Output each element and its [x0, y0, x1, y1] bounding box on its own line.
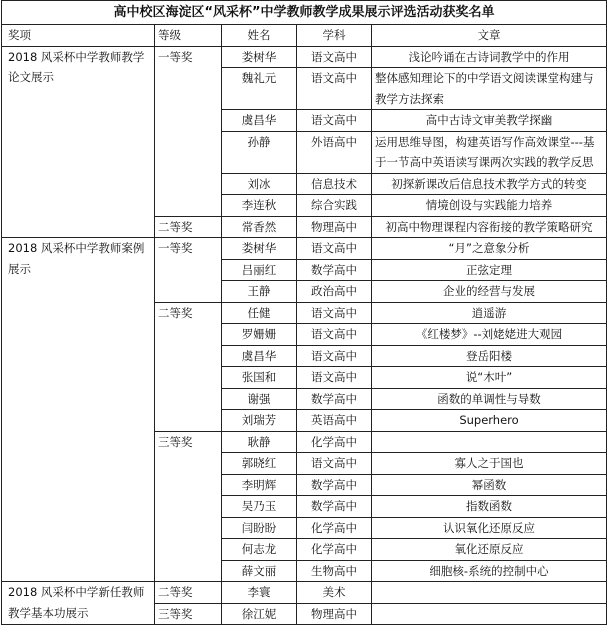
- subject-cell: 数学高中: [297, 474, 372, 496]
- article-cell: 幂函数: [372, 474, 607, 496]
- level-cell: 二等奖: [155, 582, 222, 604]
- article-cell: 细胞核-系统的控制中心: [372, 560, 607, 582]
- name-cell: 任健: [222, 302, 297, 324]
- article-cell: 登岳阳楼: [372, 345, 607, 367]
- article-cell: “月”之意象分析: [372, 238, 607, 260]
- name-cell: 李明辉: [222, 474, 297, 496]
- name-cell: 耿静: [222, 431, 297, 453]
- article-cell: 高中古诗文审美教学探幽: [372, 110, 607, 132]
- subject-cell: 语文高中: [297, 46, 372, 68]
- award-table-body: [2, 46, 607, 625]
- subject-cell: 英语高中: [297, 410, 372, 432]
- level-cell: 二等奖: [155, 302, 222, 431]
- article-cell: 企业的经营与发展: [372, 281, 607, 303]
- header-subject: 学科: [297, 25, 372, 47]
- name-cell: 刘冰: [222, 173, 297, 195]
- subject-cell: 语文高中: [297, 302, 372, 324]
- article-cell: 寡人之于国也: [372, 453, 607, 475]
- subject-cell: 物理高中: [297, 603, 372, 625]
- subject-cell: 美术: [297, 582, 372, 604]
- document-title: 高中校区海淀区“风采杯”中学教师教学成果展示评选活动获奖名单: [1, 0, 607, 24]
- subject-cell: 化学高中: [297, 431, 372, 453]
- name-cell: 吴乃玉: [222, 496, 297, 518]
- subject-cell: 综合实践: [297, 195, 372, 217]
- article-cell: 指数函数: [372, 496, 607, 518]
- article-cell: 初探新课改后信息技术教学方式的转变: [372, 173, 607, 195]
- subject-cell: 语文高中: [297, 238, 372, 260]
- article-cell: Superhero: [372, 410, 607, 432]
- header-article: 文章: [372, 25, 607, 47]
- subject-cell: 物理高中: [297, 216, 372, 238]
- table-row: [2, 238, 607, 260]
- article-cell: 初高中物理课程内容衔接的教学策略研究: [372, 216, 607, 238]
- subject-cell: 语文高中: [297, 68, 372, 110]
- name-cell: 郭晓红: [222, 453, 297, 475]
- name-cell: 孙静: [222, 131, 297, 173]
- subject-cell: 信息技术: [297, 173, 372, 195]
- level-cell: 三等奖: [155, 603, 222, 625]
- article-cell: [372, 431, 607, 453]
- article-cell: 运用思维导图，构建英语写作高效课堂---基于一节高中英语读写课两次实践的教学反思: [372, 131, 607, 173]
- article-cell: 逍遥游: [372, 302, 607, 324]
- article-cell: [372, 603, 607, 625]
- name-cell: 徐江妮: [222, 603, 297, 625]
- subject-cell: 语文高中: [297, 110, 372, 132]
- subject-cell: 数学高中: [297, 259, 372, 281]
- subject-cell: 数学高中: [297, 496, 372, 518]
- header-level: 等级: [155, 25, 222, 47]
- name-cell: 常香然: [222, 216, 297, 238]
- subject-cell: 数学高中: [297, 388, 372, 410]
- subject-cell: 化学高中: [297, 539, 372, 561]
- article-cell: 整体感知理论下的中学语文阅读课堂构建与教学方法探索: [372, 68, 607, 110]
- subject-cell: 化学高中: [297, 517, 372, 539]
- table-row: [2, 46, 607, 68]
- subject-cell: 语文高中: [297, 345, 372, 367]
- name-cell: 吕丽红: [222, 259, 297, 281]
- subject-cell: 语文高中: [297, 367, 372, 389]
- level-cell: 三等奖: [155, 431, 222, 582]
- subject-cell: 政治高中: [297, 281, 372, 303]
- name-cell: 谢强: [222, 388, 297, 410]
- header-project: 奖项: [2, 25, 155, 47]
- name-cell: 虞昌华: [222, 345, 297, 367]
- table-row: [2, 582, 607, 604]
- name-cell: 虞昌华: [222, 110, 297, 132]
- name-cell: 张国和: [222, 367, 297, 389]
- article-cell: 情境创设与实践能力培养: [372, 195, 607, 217]
- name-cell: 薛文丽: [222, 560, 297, 582]
- award-table: [1, 24, 607, 625]
- level-cell: 二等奖: [155, 216, 222, 238]
- name-cell: 刘瑞芳: [222, 410, 297, 432]
- name-cell: 王静: [222, 281, 297, 303]
- article-cell: 正弦定理: [372, 259, 607, 281]
- name-cell: 何志龙: [222, 539, 297, 561]
- article-cell: 浅论吟诵在古诗词教学中的作用: [372, 46, 607, 68]
- name-cell: 闫盼盼: [222, 517, 297, 539]
- article-cell: 氧化还原反应: [372, 539, 607, 561]
- subject-cell: 外语高中: [297, 131, 372, 173]
- name-cell: 娄树华: [222, 238, 297, 260]
- article-cell: 函数的单调性与导数: [372, 388, 607, 410]
- header-name: 姓名: [222, 25, 297, 47]
- project-cell: 2018 风采杯中学新任教师教学基本功展示: [2, 582, 155, 625]
- level-cell: 一等奖: [155, 46, 222, 216]
- article-cell: [372, 582, 607, 604]
- name-cell: 娄树华: [222, 46, 297, 68]
- subject-cell: 语文高中: [297, 453, 372, 475]
- project-cell: 2018 风采杯中学教师案例展示: [2, 238, 155, 582]
- article-cell: 认识氧化还原反应: [372, 517, 607, 539]
- subject-cell: 生物高中: [297, 560, 372, 582]
- name-cell: 李连秋: [222, 195, 297, 217]
- name-cell: 罗姗姗: [222, 324, 297, 346]
- name-cell: 李寰: [222, 582, 297, 604]
- article-cell: 《红楼梦》--刘姥姥进大观园: [372, 324, 607, 346]
- name-cell: 魏礼元: [222, 68, 297, 110]
- article-cell: 说“木叶”: [372, 367, 607, 389]
- header-row: [2, 25, 607, 47]
- level-cell: 一等奖: [155, 238, 222, 303]
- award-document: [1, 0, 607, 625]
- project-cell: 2018 风采杯中学教师教学论文展示: [2, 46, 155, 238]
- subject-cell: 语文高中: [297, 324, 372, 346]
